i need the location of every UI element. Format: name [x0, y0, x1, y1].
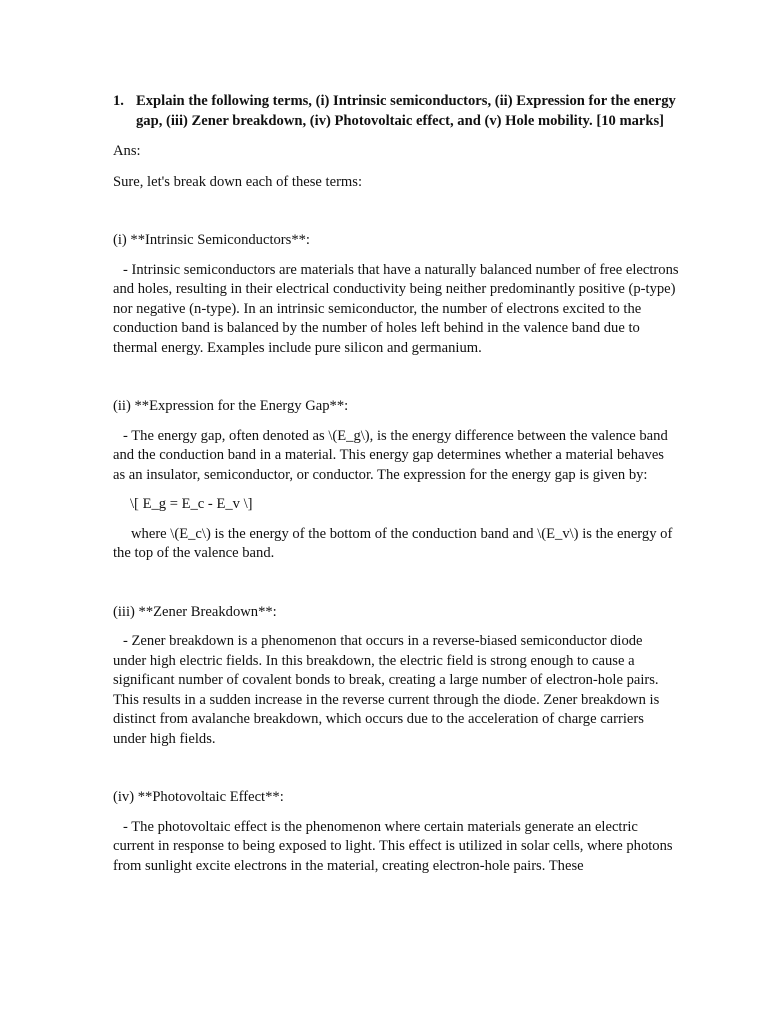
section-body-intrinsic: - Intrinsic semiconductors are materials that have a naturally balanced number of free electrons and holes, resulting in their electrical conductivity being neither predominantly positive (p-type) nor negative (n-type). In an intrinsic semiconductor, the number of electrons excited to the conduction band is balanced by the number of holes left behind in the valence band due to thermal energy. Examples include pure silicon and germanium. — [113, 261, 679, 356]
section-body-photovoltaic: - The photovoltaic effect is the phenomenon where certain materials generate an electric current in response to being exposed to light. This effect is utilized in solar cells, where photons from sunlight excite electrons in the material, creating electron-hole pairs. These — [113, 818, 673, 874]
question-1 — [113, 92, 679, 131]
question-number: 1. — [113, 93, 124, 109]
intro-text: Sure, let's break down each of these terms: — [113, 173, 363, 190]
answer-label: Ans: — [113, 143, 141, 159]
section-heading-intrinsic: (i) **Intrinsic Semiconductors**: — [113, 232, 310, 248]
section-heading-photovoltaic: (iv) **Photovoltaic Effect**: — [113, 789, 284, 805]
section-body-zener: - Zener breakdown is a phenomenon that occurs in a reverse-biased semiconductor diode under high electric fields. In this breakdown, the electric field is strong enough to cause a significant number of covalent bonds to break, creating a large number of electron-hole pairs. This results in a sudden increase in the reverse current through the diode. Zener breakdown is distinct from avalanche breakdown, which occurs due to the acceleration of charge carriers under high fields. — [113, 633, 660, 747]
energy-gap-explanation: where \(E_c\) is the energy of the bottom of the conduction band and \(E_v\) is the energy of the top of the valence band. — [113, 525, 673, 561]
question-text: Explain the following terms, (i) Intrinsic semiconductors, (ii) Expression for the energy gap, (iii) Zener breakdown, (iv) Photovoltaic effect, and (v) Hole mobility. [10 marks] — [136, 93, 676, 129]
section-body-energy-gap: - The energy gap, often denoted as \(E_g\), is the energy difference between the valence band and the conduction band in a material. This energy gap determines whether a material behaves as an insulator, semiconductor, or conductor. The expression for the energy gap is given by: — [113, 427, 668, 483]
document-page — [113, 92, 679, 886]
section-heading-zener: (iii) **Zener Breakdown**: — [113, 603, 277, 620]
energy-gap-formula: \[ E_g = E_c - E_v \] — [130, 496, 253, 512]
section-heading-energy-gap: (ii) **Expression for the Energy Gap**: — [113, 398, 349, 414]
